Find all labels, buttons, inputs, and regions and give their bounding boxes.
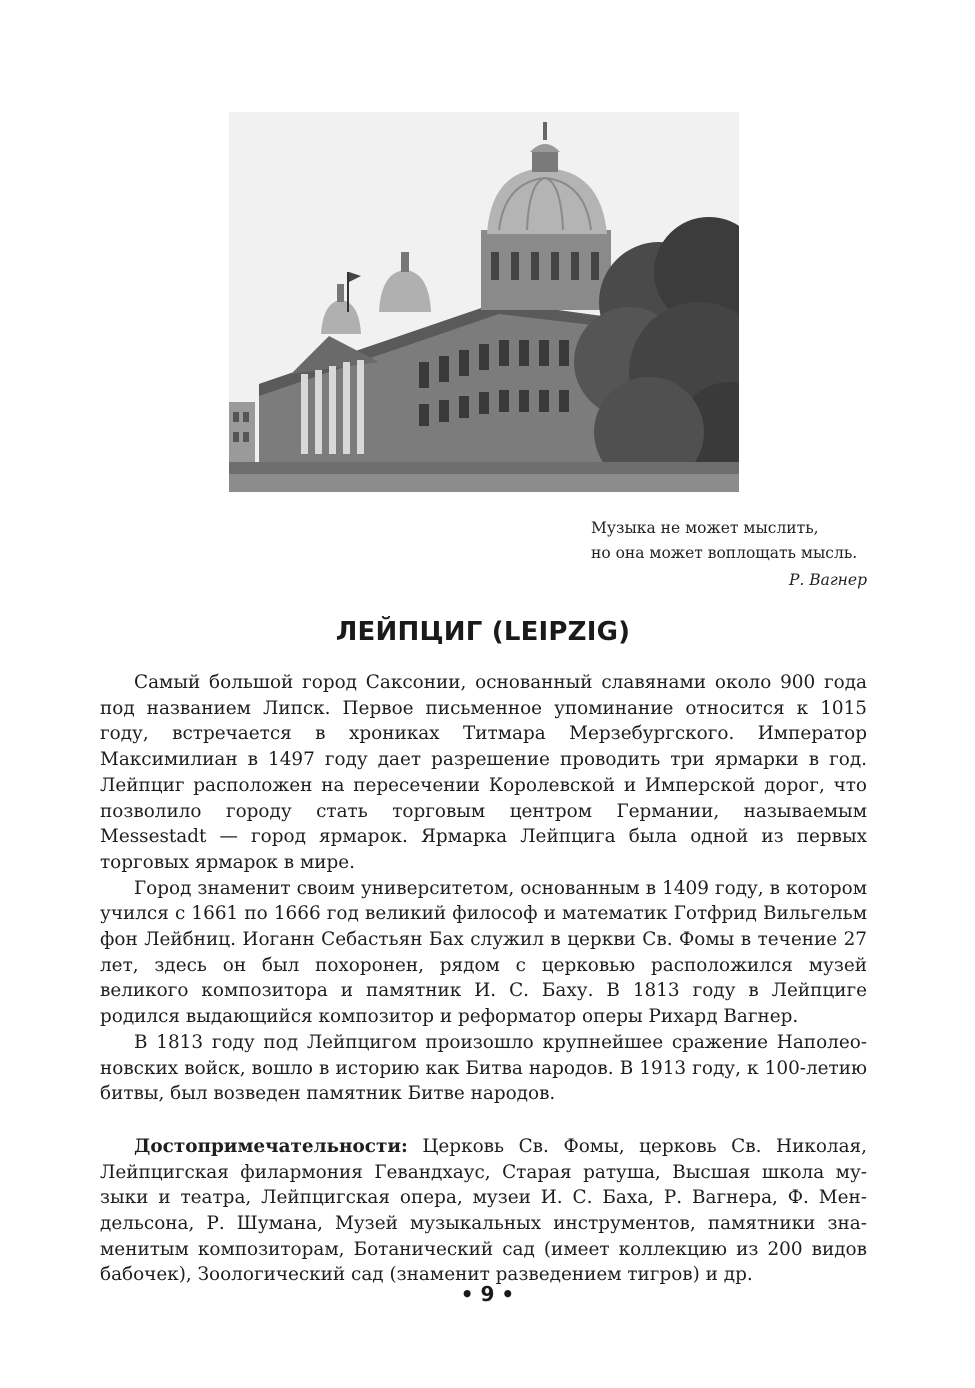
paragraph-sights bbox=[100, 1134, 867, 1288]
building-illustration bbox=[229, 112, 739, 492]
epigraph-author: Р. Вагнер bbox=[788, 571, 867, 589]
epigraph-line-1: Музыка не может мыслить, bbox=[591, 519, 819, 537]
page-title: ЛЕЙПЦИГ (LEIPZIG) bbox=[335, 617, 631, 647]
paragraph-history: Самый большой город Саксонии, основанный славянами около 900 года под названием Липск. Первое письменное упоминание относится к 1015 году, встречается в хрониках Титмара Мерзебургского. Император Максимилиан в 1497 году дает разрешение проводить три ярмарки в год. Лейпциг расположен на пересечении Королевской и Имперской дорог, что позволило городу стать торговым центром Германии, называемым Messestadt — город ярмарок. Ярмарка Лейпцига была одной из первых торговых ярмарок в мире. bbox=[100, 672, 867, 873]
paragraph-battle: В 1813 году под Лейпцигом произошло крупнейшее сражение Наполеоновских войск, вошло в историю как Битва народов. В 1913 году, к 100-летию битвы, был возведен памятник Битве народов. bbox=[100, 1031, 867, 1105]
epigraph-quote bbox=[591, 516, 881, 566]
leipzig-court-photo bbox=[229, 112, 739, 492]
page-number: • 9 • bbox=[460, 1282, 515, 1306]
sights-label: Достопримечательности: bbox=[134, 1135, 408, 1157]
paragraph-university: Город знаменит своим университетом, основанным в 1409 году, в котором учился с 1661 по 1666 год великий философ и математик Готфрид Вильгельм фон Лейбниц. Иоганн Себастьян Бах служил в церкви Св. Фомы в течение 27 лет, здесь он был похоронен, рядом с церковью расположился музей великого композитора и памятник И. С. Баху. В 1813 году в Лейпциге родился выдающийся композитор и реформатор оперы Рихард Вагнер. bbox=[100, 877, 867, 1028]
sights-text: Церковь Св. Фомы, церковь Св. Николая, Лейпцигская филармония Гевандхаус, Старая ратуша, Высшая школа музыки и театра, Лейпцигская опера, музеи И. С. Баха, Р. Вагнера, Ф. Мендельсона, Р. Шумана, Музей музыкальных инструментов, памятники знаменитым композиторам, Ботанический сад (имеет коллекцию из 200 видов бабочек), Зоологический сад (знаменит разведением тигров) и др. bbox=[100, 1135, 867, 1286]
article-body bbox=[100, 670, 867, 1288]
epigraph-line-2: но она может воплощать мысль. bbox=[591, 544, 858, 562]
